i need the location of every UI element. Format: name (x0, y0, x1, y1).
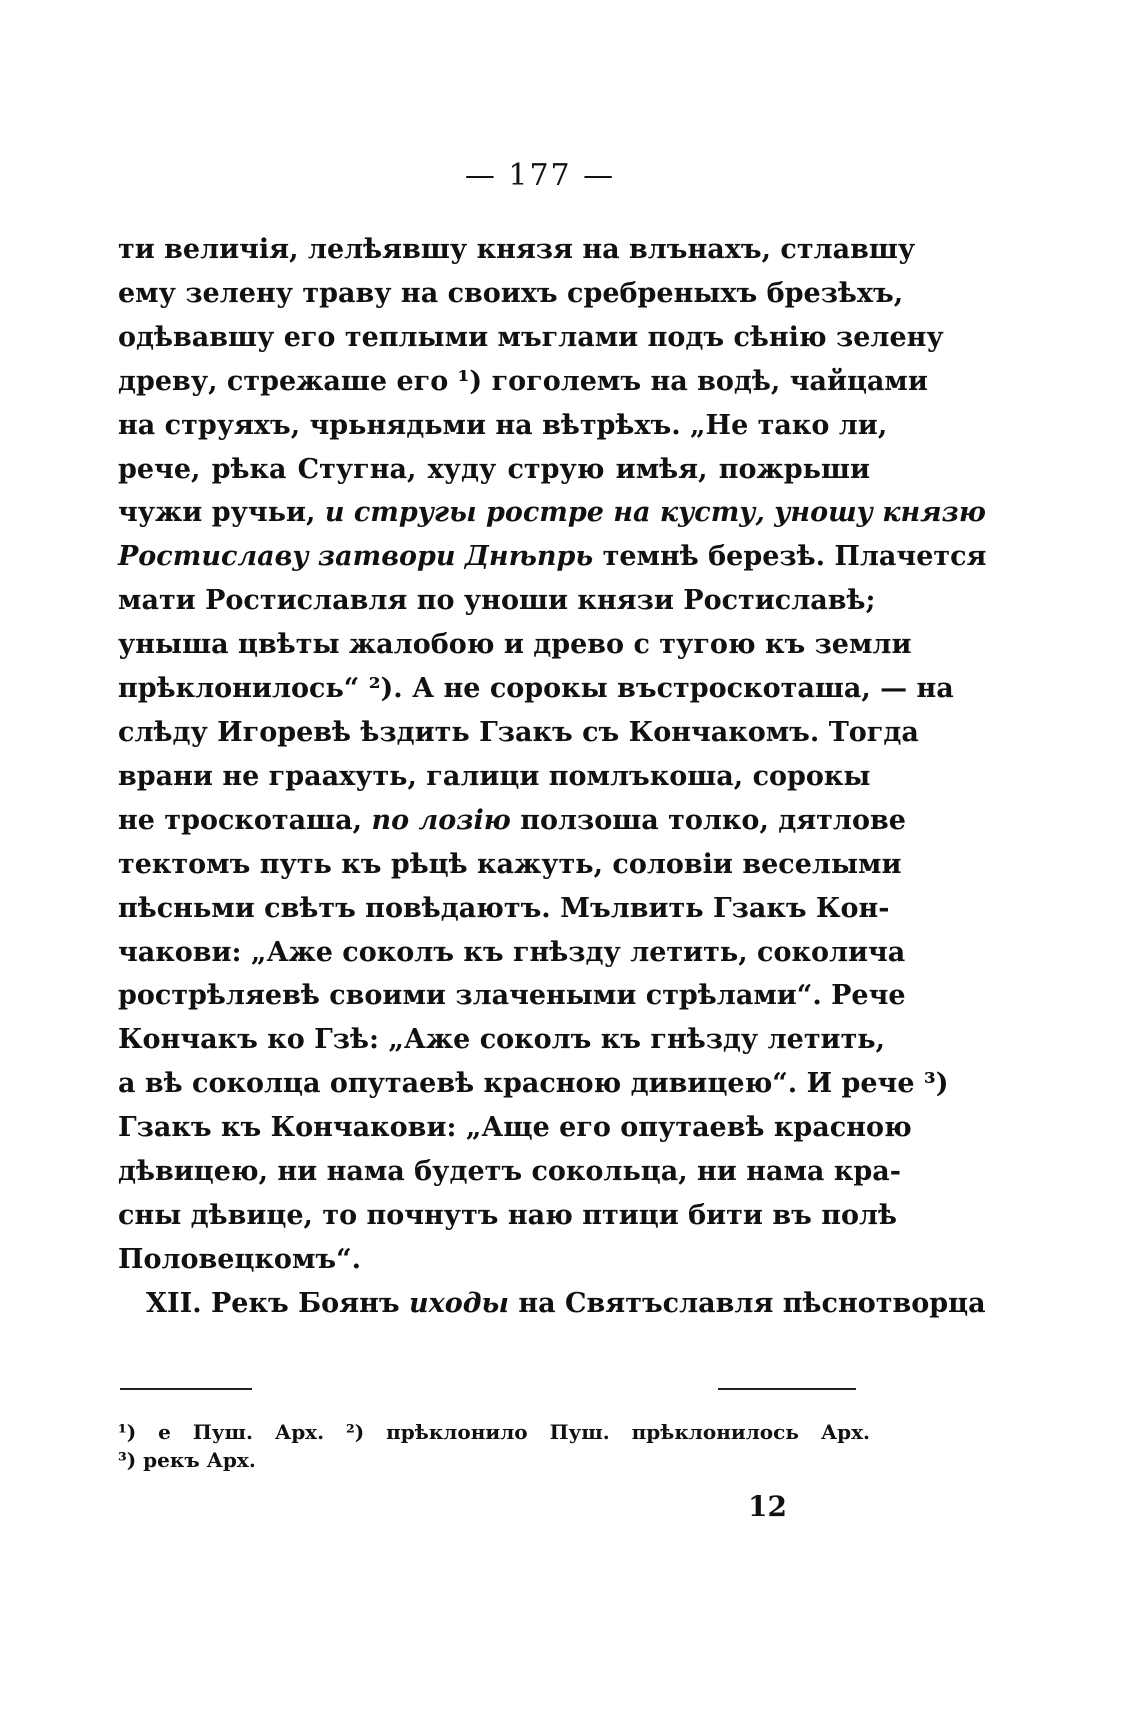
text-line (118, 535, 987, 579)
italic-fragment: иходы (409, 1287, 509, 1319)
section-suffix: на Святъславля пѣснотворца (508, 1287, 986, 1319)
text-line: а вѣ соколца опутаевѣ красною дивицею“. И рече ³) (118, 1068, 949, 1100)
text-fragment: ползоша толко, дятлове (510, 804, 906, 836)
page-number: — 177 — (464, 158, 616, 193)
text-line: уныша цвѣты жалобою и древо с тугою къ земли (118, 629, 912, 661)
footnote-rule (120, 1388, 252, 1390)
text-line: рострѣляевѣ своими злачеными стрѣлами“. Рече (118, 980, 906, 1012)
text-line: ти величія, лелѣявшу князя на влънахъ, стлавшу (118, 234, 916, 265)
text-line: слѣду Игоревѣ ѣздить Гзакъ съ Кончакомъ. Тогда (118, 716, 919, 748)
text-line: на струяхъ, чрьнядьми на вѣтрѣхъ. „Не тако ли, (118, 409, 888, 441)
signature-mark: 12 (748, 1490, 787, 1523)
text-line: прѣклонилось“ ²). А не сорокы въстроскоташа, — на (118, 673, 954, 705)
footnote-line: ¹) е Пуш. Арх. ²) прѣклонило Пуш. прѣклонилось Арх. (118, 1420, 870, 1444)
section-heading-line (118, 1282, 986, 1326)
italic-fragment: по лозію (371, 804, 511, 836)
text-line: пѣсньми свѣтъ повѣдаютъ. Мълвить Гзакъ Кон- (118, 892, 890, 924)
text-line: Гзакъ къ Кончакови: „Аще его опутаевѣ красною (118, 1112, 912, 1144)
text-line: рече, рѣка Стугна, худу струю имѣя, пожрьши (118, 453, 870, 485)
text-line: древу, стрежаше его ¹) гоголемъ на водѣ, чайцами (118, 365, 928, 397)
text-line: Половецкомъ“. (118, 1243, 362, 1275)
text-fragment: чужи ручьи, (118, 497, 325, 529)
text-line: ему зелену траву на своихъ сребреныхъ брезѣхъ, (118, 277, 904, 309)
text-line: сны дѣвице, то почнутъ наю птици бити въ полѣ (118, 1199, 898, 1231)
text-line: одѣвавшу его теплыми мъглами подъ сѣнію зелену (118, 321, 944, 353)
text-line: мати Ростиславля по уноши князи Ростиславѣ; (118, 585, 876, 617)
text-line (118, 491, 986, 535)
text-line: тектомъ путь къ рѣцѣ кажуть, соловіи веселыми (118, 848, 902, 880)
text-fragment: темнѣ березѣ. Плачется (593, 541, 987, 573)
italic-fragment: Ростиславу затвори Днѣпрь (118, 541, 594, 573)
body-text (118, 228, 987, 1326)
text-line (118, 799, 906, 843)
text-line: Кончакъ ко Гзѣ: „Аже соколъ къ гнѣзду летить, (118, 1024, 886, 1056)
section-prefix: XII. Рекъ Боянъ (146, 1287, 409, 1319)
footnote-line: ³) рекъ Арх. (118, 1448, 256, 1472)
text-line: врани не граахуть, галици помлъкоша, сорокы (118, 760, 871, 792)
footnotes (118, 1418, 870, 1474)
italic-fragment: и стругы ростре на кусту, уношу князю (324, 497, 986, 529)
footnote-rule (718, 1388, 856, 1390)
text-line: чакови: „Аже соколъ къ гнѣзду летить, соколича (118, 936, 906, 968)
text-line: дѣвицею, ни нама будетъ сокольца, ни нама кра- (118, 1156, 901, 1188)
text-fragment: не троскоташа, (118, 804, 372, 836)
